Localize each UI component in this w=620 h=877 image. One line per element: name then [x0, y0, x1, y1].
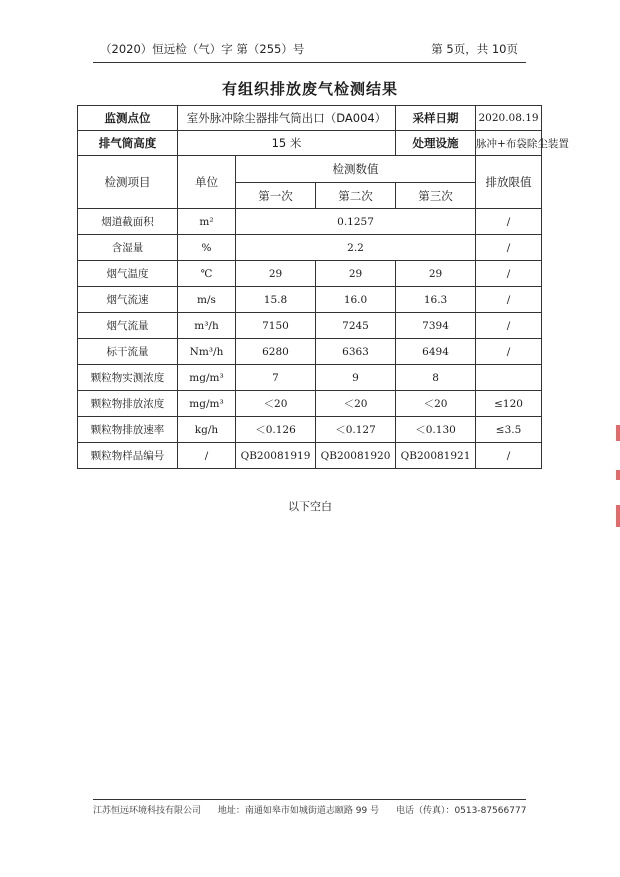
merged-value-cell: 2.2	[236, 235, 476, 261]
column-header-row	[78, 156, 542, 183]
run-1-cell: 7150	[236, 313, 316, 339]
point-label: 监测点位	[78, 106, 178, 131]
table-row	[78, 261, 542, 287]
run-2-cell: 9	[316, 365, 396, 391]
run-2-header: 第二次	[316, 183, 396, 209]
limit-cell: /	[476, 235, 542, 261]
run-3-cell: ＜20	[396, 391, 476, 417]
col-item-header: 检测项目	[78, 156, 178, 209]
page-info: 第 5页，共 10页	[431, 42, 518, 56]
run-2-cell: 16.0	[316, 287, 396, 313]
page-title: 有组织排放废气检测结果	[221, 80, 398, 98]
run-2-cell: ＜20	[316, 391, 396, 417]
unit-cell: %	[178, 235, 236, 261]
seal-edge-mark	[616, 470, 620, 480]
run-1-cell: 6280	[236, 339, 316, 365]
run-3-header: 第三次	[396, 183, 476, 209]
col-values-header: 检测数值	[236, 156, 476, 183]
footer-address: 地址：南通如皋市如城街道志颐路 99 号	[217, 806, 380, 816]
item-cell: 颗粒物排放速率	[78, 417, 178, 443]
point-value: 室外脉冲除尘器排气筒出口（DA004）	[178, 106, 396, 131]
footer-phone: 电话（传真）：0513-87566777	[395, 806, 527, 816]
info-row-point	[78, 106, 542, 131]
unit-cell: Nm³/h	[178, 339, 236, 365]
table-row	[78, 287, 542, 313]
merged-value-cell: 0.1257	[236, 209, 476, 235]
unit-cell: mg/m³	[178, 391, 236, 417]
run-3-cell: ＜0.130	[396, 417, 476, 443]
info-row-height	[78, 131, 542, 156]
table-row	[78, 417, 542, 443]
item-cell: 颗粒物样品编号	[78, 443, 178, 469]
footer	[93, 803, 526, 816]
run-1-cell: 7	[236, 365, 316, 391]
item-cell: 烟气流量	[78, 313, 178, 339]
blank-below-note: 以下空白	[288, 500, 332, 513]
item-cell: 烟气流速	[78, 287, 178, 313]
unit-cell: ℃	[178, 261, 236, 287]
limit-cell: /	[476, 287, 542, 313]
run-1-header: 第一次	[236, 183, 316, 209]
run-2-cell: ＜0.127	[316, 417, 396, 443]
item-cell: 标干流量	[78, 339, 178, 365]
run-3-cell: 29	[396, 261, 476, 287]
seal-edge-mark	[616, 505, 620, 527]
col-limit-header: 排放限值	[476, 156, 542, 209]
unit-cell: m²	[178, 209, 236, 235]
unit-cell: /	[178, 443, 236, 469]
limit-cell: /	[476, 209, 542, 235]
limit-cell: /	[476, 313, 542, 339]
limit-cell: /	[476, 339, 542, 365]
table-row	[78, 391, 542, 417]
unit-cell: m³/h	[178, 313, 236, 339]
run-3-cell: 6494	[396, 339, 476, 365]
footer-divider	[93, 799, 526, 800]
limit-cell	[476, 365, 542, 391]
run-1-cell: 29	[236, 261, 316, 287]
limit-cell: ≤3.5	[476, 417, 542, 443]
limit-cell: /	[476, 261, 542, 287]
report-number: （2020）恒远检（气）字 第（255）号	[100, 42, 305, 56]
run-3-cell: 8	[396, 365, 476, 391]
item-cell: 含湿量	[78, 235, 178, 261]
unit-cell: mg/m³	[178, 365, 236, 391]
table-row	[78, 313, 542, 339]
table-row	[78, 443, 542, 469]
item-cell: 颗粒物实测浓度	[78, 365, 178, 391]
run-2-cell: QB20081920	[316, 443, 396, 469]
col-unit-header: 单位	[178, 156, 236, 209]
table-row	[78, 235, 542, 261]
run-2-cell: 6363	[316, 339, 396, 365]
results-table	[77, 105, 569, 469]
run-2-cell: 7245	[316, 313, 396, 339]
limit-cell: /	[476, 443, 542, 469]
unit-cell: kg/h	[178, 417, 236, 443]
run-2-cell: 29	[316, 261, 396, 287]
facility-value: 脉冲+布袋除尘装置	[476, 131, 542, 156]
item-cell: 烟道截面积	[78, 209, 178, 235]
date-label: 采样日期	[396, 106, 476, 131]
table-row	[78, 339, 542, 365]
run-1-cell: 15.8	[236, 287, 316, 313]
run-3-cell: 7394	[396, 313, 476, 339]
height-label: 排气筒高度	[78, 131, 178, 156]
header-divider	[93, 62, 526, 63]
footer-company: 江苏恒远环境科技有限公司	[93, 806, 202, 816]
table-row	[78, 209, 542, 235]
seal-edge-mark	[616, 425, 620, 441]
unit-cell: m/s	[178, 287, 236, 313]
date-value: 2020.08.19	[476, 106, 542, 131]
item-cell: 烟气温度	[78, 261, 178, 287]
limit-cell: ≤120	[476, 391, 542, 417]
height-value: 15 米	[178, 131, 396, 156]
run-1-cell: QB20081919	[236, 443, 316, 469]
run-1-cell: ＜20	[236, 391, 316, 417]
table-row	[78, 365, 542, 391]
item-cell: 颗粒物排放浓度	[78, 391, 178, 417]
run-3-cell: 16.3	[396, 287, 476, 313]
facility-label: 处理设施	[396, 131, 476, 156]
run-3-cell: QB20081921	[396, 443, 476, 469]
run-1-cell: ＜0.126	[236, 417, 316, 443]
